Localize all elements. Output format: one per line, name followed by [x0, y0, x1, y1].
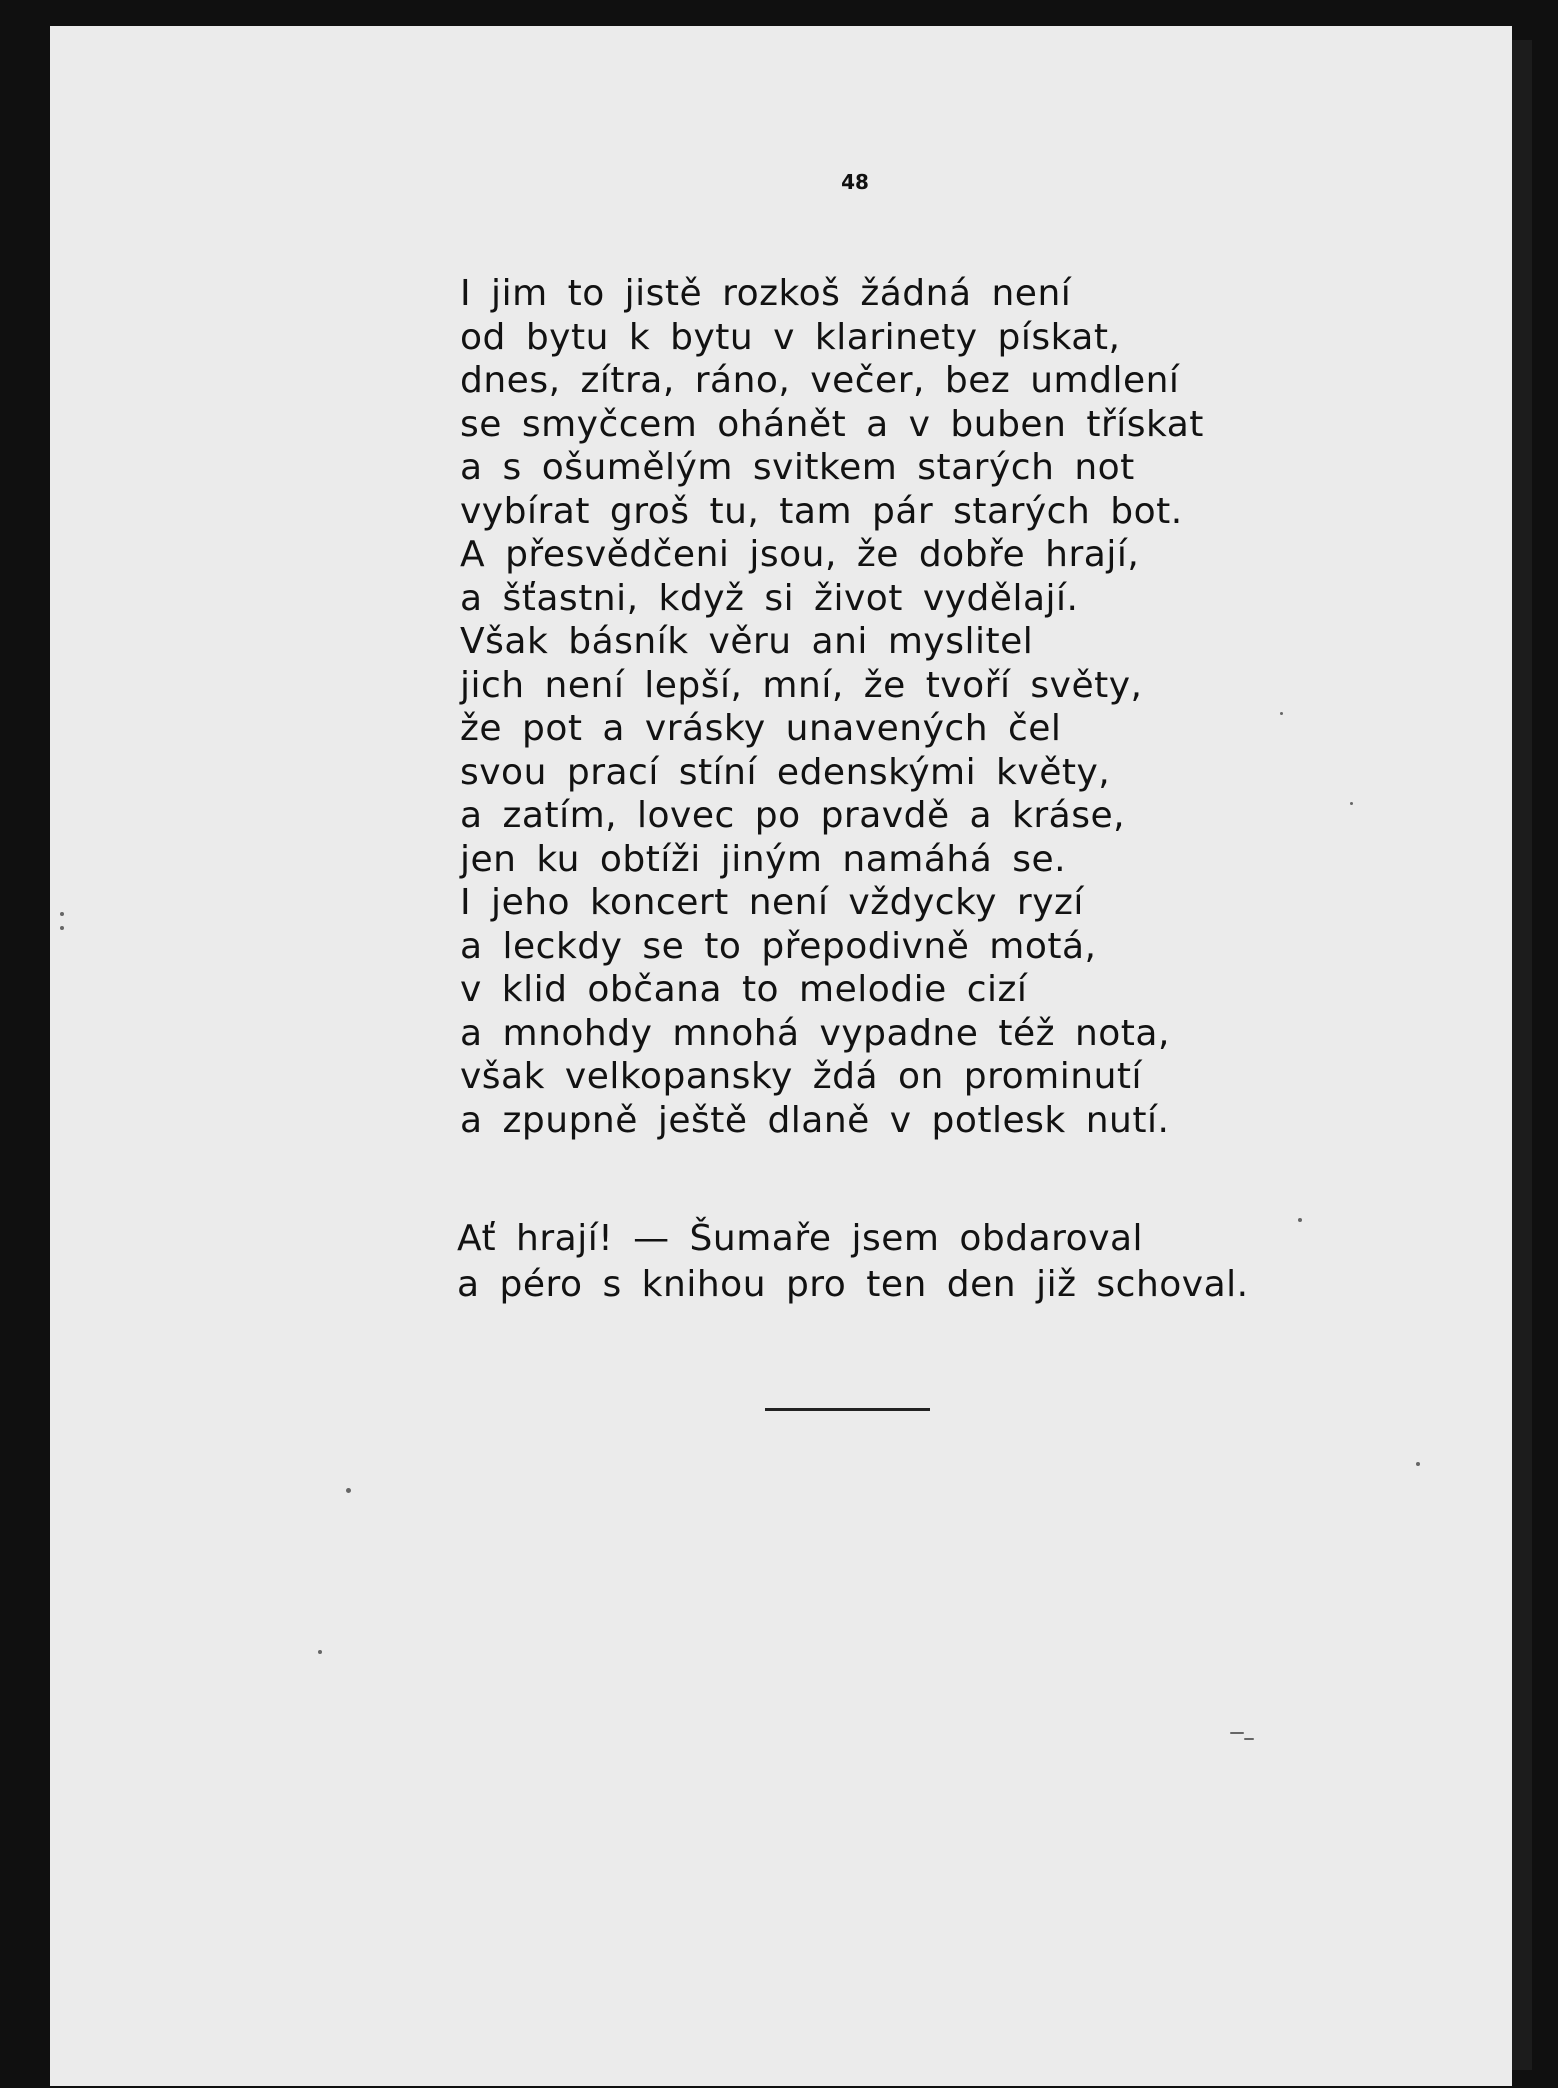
- poem-line: vybírat groš tu, tam pár starých bot.: [460, 490, 1183, 532]
- poem-line: a péro s knihou pro ten den již schoval.: [457, 1264, 1249, 1305]
- poem-line: a zatím, lovec po pravdě a kráse,: [460, 795, 1126, 836]
- scan-speck: [60, 926, 64, 930]
- page-number: 48: [841, 170, 869, 194]
- poem-line: a mnohdy mnohá vypadne též nota,: [460, 1012, 1170, 1054]
- poem-line: a zpupně ještě dlaně v potlesk nutí.: [460, 1099, 1170, 1141]
- poem-line: se smyčcem ohánět a v buben třískat: [460, 403, 1204, 445]
- poem-line: od bytu k bytu v klarinety pískat,: [460, 316, 1121, 358]
- poem-line: jen ku obtíži jiným namáhá se.: [460, 838, 1067, 880]
- poem-line: že pot a vrásky unavených čel: [460, 708, 1062, 749]
- poem-stanza-1: [460, 272, 1204, 1142]
- poem-line: I jim to jistě rozkoš žádná není: [460, 273, 1072, 314]
- scan-speck: [60, 912, 64, 916]
- poem-line: svou prací stíní edenskými květy,: [460, 751, 1111, 793]
- scan-speck: [1230, 1732, 1244, 1734]
- scan-speck: [1298, 1218, 1302, 1222]
- poem-line: A přesvědčeni jsou, že dobře hrají,: [460, 534, 1140, 575]
- end-rule: [765, 1408, 930, 1411]
- scan-speck: [318, 1650, 322, 1654]
- scan-speck: [1280, 712, 1283, 715]
- poem-line: jich není lepší, mní, že tvoří světy,: [460, 664, 1143, 706]
- page-edge-shadow: [1512, 40, 1532, 2070]
- scan-speck: [1416, 1462, 1420, 1466]
- poem-line: v klid občana to melodie cizí: [460, 969, 1028, 1010]
- poem-line: a s ošumělým svitkem starých not: [460, 447, 1135, 488]
- scan-speck: [1244, 1738, 1254, 1740]
- poem-line: Ať hrají! — Šumaře jsem obdaroval: [457, 1218, 1144, 1259]
- poem-line: Však básník věru ani myslitel: [460, 621, 1034, 662]
- poem-stanza-2: [457, 1216, 1249, 1308]
- poem-line: a šťastni, když si život vydělají.: [460, 577, 1079, 619]
- poem-line: dnes, zítra, ráno, večer, bez umdlení: [460, 360, 1180, 401]
- scan-speck: [346, 1488, 351, 1493]
- scan-speck: [1350, 802, 1353, 805]
- poem-line: I jeho koncert není vždycky ryzí: [460, 882, 1084, 923]
- poem-line: a leckdy se to přepodivně motá,: [460, 925, 1097, 967]
- poem-line: však velkopansky ždá on prominutí: [460, 1056, 1142, 1097]
